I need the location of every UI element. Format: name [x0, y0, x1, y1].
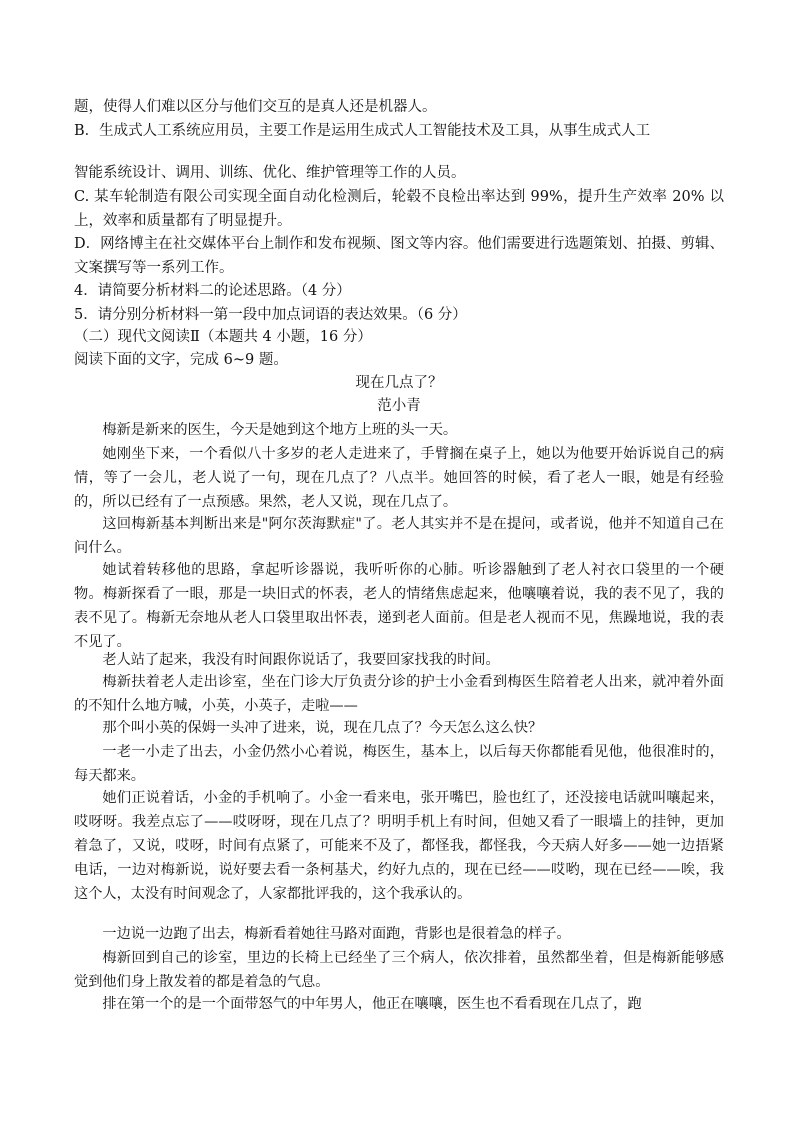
reading-instruction: 阅读下面的文字，完成 6~9 题。	[74, 352, 288, 368]
story-paragraph: 梅新回到自己的诊室，里边的长椅上已经坐了三个病人，依次排着，虽然都坐着，但是梅新能够感觉到他们身上散发着的都是着急的气息。	[74, 950, 724, 990]
story-title: 现在几点了？	[355, 375, 443, 391]
story-paragraph: 一老一小走了出去，小金仍然小心着说，梅医生，基本上，以后每天你都能看见他，他很准时的，每天都来。	[74, 744, 724, 784]
story-paragraph: 梅新是新来的医生，今天是她到这个地方上班的头一天。	[102, 422, 458, 438]
option-b-line2: 智能系统设计、调用、训练、优化、维护管理等工作的人员。	[74, 165, 466, 181]
story-paragraph: 她们正说着话，小金的手机响了。小金一看来电，张开嘴巴，脸也红了，还没接电话就叫嚷起来，哎呀呀。我差点忘了——哎呀呀，现在几点了？明明手机上有时间，但她又看了一眼墙上的挂钟，更加着急了，又说，哎呀，时间有点紧了，可能来不及了，都怪我，都怪我，今天病人好多——她一边捂紧电话，一边对梅新说，说好要去看一条柯基犬，约好九点的，现在已经——哎哟，现在已经——唉，我这个人，太没有时间观念了，人家都批评我的，这个我承认的。	[74, 790, 724, 902]
story-paragraph: 一边说一边跑了出去，梅新看着她往马路对面跑，背影也是很着急的样子。	[102, 926, 571, 942]
option-b-line1: B．生成式人工系统应用员，主要工作是运用生成式人工智能技术及工具，从事生成式人工	[74, 123, 651, 139]
story-paragraph: 排在第一个的是一个面带怒气的中年男人，他正在嚷嚷，医生也不看看现在几点了，跑	[102, 996, 642, 1012]
option-c: C. 某车轮制造有限公司实现全面自动化检测后，轮毂不良检出率达到 99%，提升生产效率 20% 以上，效率和质量都有了明显提升。	[74, 189, 724, 229]
story-paragraph: 老人站了起来，我没有时间跟你说话了，我要回家找我的时间。	[102, 652, 500, 668]
story-paragraph: 她刚坐下来，一个看似八十多岁的老人走进来了，手臂搁在桌子上，她以为他要开始诉说自己的病情，等了一会儿，老人说了一句，现在几点了？八点半。她回答的时候，看了老人一眼，她是有经验的，所以已经有了一点预感。果然，老人又说，现在几点了。	[74, 446, 724, 510]
paragraph-continuation: 题，使得人们难以区分与他们交互的是真人还是机器人。	[74, 99, 437, 115]
story-paragraph: 这回梅新基本判断出来是"阿尔茨海默症"了。老人其实并不是在提问，或者说，他并不知道自己在问什么。	[74, 516, 724, 556]
question-5: 5．请分别分析材料一第一段中加点词语的表达效果。（6 分）	[74, 307, 467, 323]
section-heading: （二）现代文阅读Ⅱ（本题共 4 小题，16 分）	[74, 329, 372, 345]
story-paragraph: 梅新扶着老人走出诊室，坐在门诊大厅负责分诊的护士小金看到梅医生陪着老人出来，就冲着外面的不知什么地方喊，小英，小英子，走啦——	[74, 674, 724, 714]
story-paragraph: 那个叫小英的保姆一头冲了进来，说，现在几点了？今天怎么这么快？	[102, 720, 543, 736]
question-4: 4．请简要分析材料二的论述思路。（4 分）	[74, 283, 351, 299]
story-author: 范小青	[377, 398, 421, 414]
story-paragraph: 她试着转移他的思路，拿起听诊器说，我听听你的心肺。听诊器触到了老人衬衣口袋里的一个硬物。梅新探看了一眼，那是一块旧式的怀表，老人的情绪焦虑起来，他嚷嚷着说，我的表不见了，我的表不见了。梅新无奈地从老人口袋里取出怀表，递到老人面前。但是老人视而不见，焦躁地说，我的表不见了。	[74, 562, 724, 650]
option-d: D．网络博主在社交媒体平台上制作和发布视频、图文等内容。他们需要进行选题策划、拍摄、剪辑、文案撰写等一系列工作。	[74, 236, 724, 276]
